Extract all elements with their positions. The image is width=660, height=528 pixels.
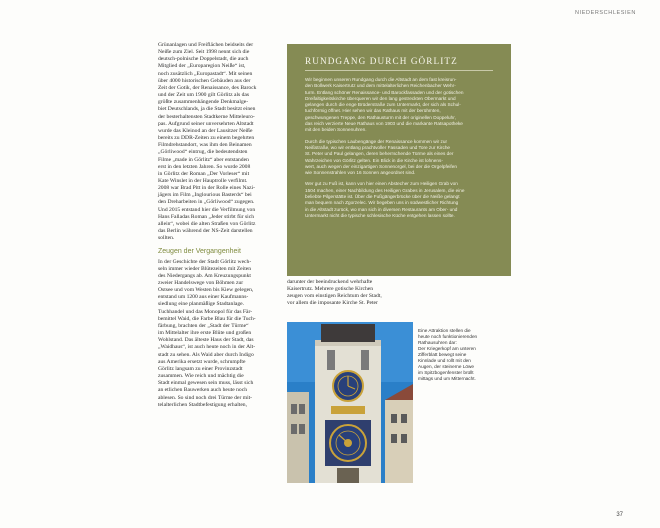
tower-illustration [287, 322, 413, 483]
section-header-label: NIEDERSCHLESIEN [575, 10, 636, 16]
left-column-body-bottom: In der Geschichte der Stadt Görlitz wech- seln immer wieder Blütezeiten mit Zeiten des Niedergangs ab. Am Kreuzungspunkt zweier Handelswege von Böhmen zur Ostsee und vom Westen bis Kiew gelegen, entstand um 1200 aus einer Kaufmanns- siedlung eine planmäßige Stadtanlage. Tuchhandel und das Monopol für das Fär- bemittel Waid, die Farbe Blau für die Tuch- färbung, brachten der „Stadt der Türme“ im Mittelalter ihre erste Blüte und großen Wohlstand. Das älteste Haus der Stadt, das „Waidhaus“, ist auch heute noch in der Alt- stadt zu sehen. Als Waid aber durch Indigo aus Amerika ersetzt wurde, schrumpfte Görlitz langsam zu einer Provinzstadt zusammen. Wie reich und mächtig die Stadt einmal gewesen sein muss, lässt sich an etlichen Bauwerken auch heute noch ablesen. So sind noch drei Türme der mit- telalterlichen Stadtbefestigung erhalten, [158, 258, 256, 408]
photo-town-hall-tower [287, 322, 413, 483]
page-number: 37 [616, 512, 623, 518]
sidebar-title: RUNDGANG DURCH GÖRLITZ [305, 56, 458, 66]
sidebar-paragraph: Wer gut zu Fuß ist, kann von hier einen Abstecher zum Heiligen Grab von 1504 machen, einer Nachbildung des Heiligen Grabes in Jerusalem, die eine beliebte Pilgerstätte ist. Über die Fußgängerbrücke über die Neiße gelangt man bequem nach Zgorzelec. Wir begeben uns in südwestlicher Richtung in die Altstadt zurück, wo man sich in diversen Restaurants am Ober- und Untermarkt nicht die typische schlesische Küche entgehen lassen sollte. [305, 181, 465, 218]
sidebar-text [305, 77, 500, 224]
sidebar-paragraph: Durch die typischen Laubengänge der Renaissance kommen wir zur Neißstraße, wo wir entlang prachtvoller Fassaden und Tore zur Kirche St. Peter und Paul gelangen, deren beherrschende Türme als eines der Wahrzeichen von Görlitz gelten. Ein Blick in die Kirche ist lohnens- wert, auch wegen der einzigartigen Sonnenorgel, bei der die Orgelpfeifen wie Sonnenstrahlen von 16 Sonnen angeordnet sind. [305, 138, 457, 176]
sidebar-box [287, 44, 511, 276]
sidebar-paragraph: Wir beginnen unseren Rundgang durch die Altstadt an dem fast kreisrun- den Bollwerk Kaisertrutz und dem mittelalterlichen Reichenbacher Wehr- turm. Entlang schöner Renaissance- und Barockfassaden und der gotischen Dreifaltigkeitskirche überqueren wir den lang gestreckten Obermarkt und gelangen durch die enge Brüderstraße zum Untermarkt, der sich als Schul- tuchförmig öffnet. Hier sehen wir das Rathaus mit der berühmten, geschwungenen Treppe, den Rathausturm mit der originellen Doppeluhr, das reich verzierte Neue Rathaus von 1903 und die markante Ratsapotheke mit den beiden Sonnenuhren. [305, 77, 464, 133]
subheading: Zeugen der Vergangenheit [158, 248, 241, 256]
left-column-body-top: Grünanlagen und Freiflächen beidseits der Neiße zum Ziel. Seit 1998 nennt sich die deutsch-polnische Doppelstadt, die auch Mitglied der „Europaregion Neiße“ ist, noch zusätzlich „Europastadt“. Mit seinen über 4000 historischen Gebäuden aus der Zeit der Gotik, der Renaissance, des Barock und der Zeit um 1900 gilt Görlitz als das größte zusammenhängende Denkmalge- biet Deutschlands, ja die Stadt besitzt einen der besterhaltensten Stadtkerne Mitteleuro- pas. Aufgrund seiner unversehrten Altstadt wurde das Kleinod an der Lausitzer Neiße bereits zu DDR-Zeiten zu einem begehrten Filmdrehstandort, was ihm den Beinamen „Görliwood“ eintrug, die bedeutendsten Filme „made in Görlitz“ aber entstanden erst in den letzten Jahren. So wurde 2008 in Görlitz der Roman „Der Vorleser“ mit Kate Winslet in der Hauptrolle verfilmt. 2008 war Brad Pitt in der Rolle eines Nazi- jägers im Film „Inglourious Basterds“ bei den Dreharbeiten in „Görliwood“ zugegen. Und 2015 entstand hier die Verfilmung von Hans Falladas Roman „Jeder stirbt für sich allein“, wobei die alten Straßen von Görlitz das Berlin während der NS-Zeit darstellen sollten. [158, 42, 257, 242]
left-text-column [158, 42, 280, 409]
photo-caption: Eine Attraktion stellen die heute noch funktionierenden Rathausuhren dar: Der Kriegerkopf am unteren Zifferblatt bewegt seine Kinnlade und rollt mit den Augen, der steinerne Löwe im Spitzbogenfenster brüllt mittags und um Mitternacht. [418, 328, 478, 381]
middle-text-column: darunter der beeindruckend wehrhafte Kaisertrutz. Mehrere gotische Kirchen zeugen vom einstigen Reichtum der Stadt, vor allem die imposante Kirche St. Peter [287, 279, 382, 307]
sidebar-divider [305, 70, 493, 71]
